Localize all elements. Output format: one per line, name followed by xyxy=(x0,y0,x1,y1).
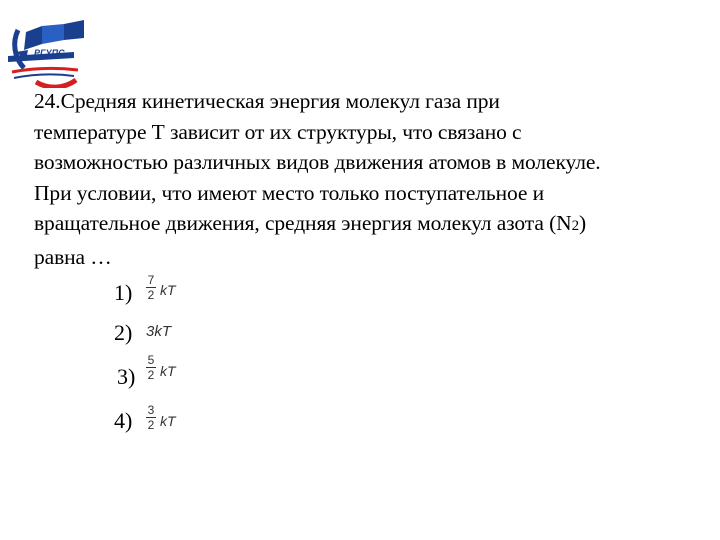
option-expression: 3kT xyxy=(146,323,172,340)
fraction-denominator: 2 xyxy=(147,288,155,302)
question-line: равна … xyxy=(34,244,112,269)
fraction-numerator: 3 xyxy=(147,403,155,417)
fraction-numerator: 7 xyxy=(147,273,155,287)
formula-close: ) xyxy=(578,211,587,235)
question-line-text: вращательное движения, средняя энергия молекул азота (N xyxy=(34,211,572,235)
option-fraction xyxy=(146,274,156,301)
option-label: 1) xyxy=(114,280,133,305)
option-expression: kT xyxy=(160,282,176,298)
question-line: 24.Средняя кинетическая энергия молекул газа при xyxy=(34,89,500,113)
option-fraction xyxy=(146,354,156,381)
option-label: 4) xyxy=(114,408,133,433)
question-line: При условии, что имеют место только поступательное и xyxy=(34,180,545,205)
logo-text: РГУПС xyxy=(34,48,65,58)
fraction-denominator: 2 xyxy=(147,418,155,432)
option-fraction xyxy=(146,404,156,431)
question-line: возможностью различных видов движения атомов в молекуле. xyxy=(34,150,601,174)
fraction-numerator: 5 xyxy=(147,353,155,367)
fraction-denominator: 2 xyxy=(147,368,155,382)
formula-subscript: 2 xyxy=(571,218,579,234)
option-expression: kT xyxy=(160,413,176,429)
question-line: температуре Т зависит от их структуры, что связано с xyxy=(34,119,522,144)
option-expression: kT xyxy=(160,363,176,379)
option-label: 2) xyxy=(114,320,133,345)
option-label: 3) xyxy=(117,364,136,389)
